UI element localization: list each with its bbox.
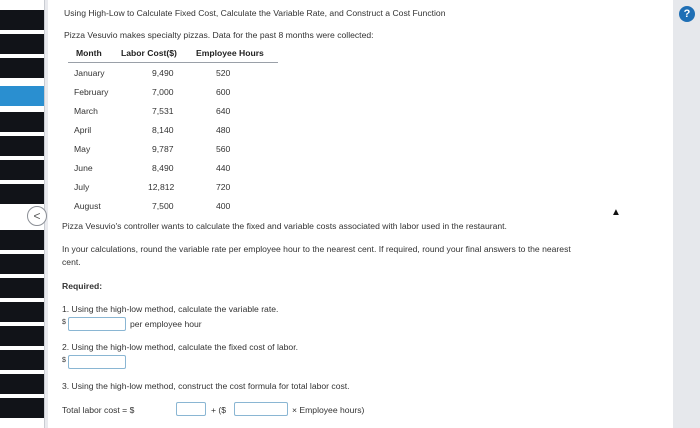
table-cell-hours: 720: [216, 182, 231, 192]
col-header-employee-hours: Employee Hours: [196, 48, 264, 58]
col-header-labor-cost: Labor Cost($): [121, 48, 177, 58]
table-cell-month: May: [74, 144, 91, 154]
total-labor-cost-label: Total labor cost = $: [62, 405, 135, 415]
table-cell-hours: 600: [216, 87, 231, 97]
sidebar-item[interactable]: [0, 230, 44, 250]
sidebar-item[interactable]: [0, 398, 44, 418]
table-cell-month: July: [74, 182, 90, 192]
table-header-rule: [68, 62, 278, 63]
sidebar-item[interactable]: [0, 350, 44, 370]
table-cell-hours: 400: [216, 201, 231, 211]
table-cell-cost: 7,500: [152, 201, 174, 211]
required-heading: Required:: [62, 281, 103, 291]
sidebar-item[interactable]: [0, 160, 44, 180]
table-cell-month: March: [74, 106, 98, 116]
sidebar-item[interactable]: [0, 34, 44, 54]
per-employee-hour-label: per employee hour: [130, 319, 202, 329]
table-cell-month: August: [74, 201, 101, 211]
sidebar-item[interactable]: [0, 112, 44, 132]
table-cell-cost: 8,490: [152, 163, 174, 173]
sidebar-item[interactable]: [0, 374, 44, 394]
rounding-instructions: In your calculations, round the variable rate per employee hour to the nearest cent. If required, round your final answers to the nearest: [62, 244, 571, 254]
help-icon[interactable]: ?: [679, 6, 695, 22]
vertical-scrollbar[interactable]: [673, 0, 700, 428]
fixed-cost-input[interactable]: [68, 355, 126, 369]
formula-variable-rate-input[interactable]: [234, 402, 288, 416]
table-cell-cost: 12,812: [148, 182, 175, 192]
table-cell-hours: 640: [216, 106, 231, 116]
formula-plus-label: + ($: [211, 405, 227, 415]
table-cell-month: January: [74, 68, 105, 78]
table-cell-cost: 9,490: [152, 68, 174, 78]
table-cell-hours: 480: [216, 125, 231, 135]
dollar-sign: $: [62, 357, 66, 364]
sidebar-item[interactable]: [0, 302, 44, 322]
question-3-text: 3. Using the high-low method, construct the cost formula for total labor cost.: [62, 381, 350, 391]
table-cell-month: April: [74, 125, 92, 135]
dollar-sign: $: [62, 319, 66, 326]
variable-rate-input[interactable]: [68, 317, 126, 331]
employee-hours-label: × Employee hours): [292, 405, 365, 415]
question-title: Using High-Low to Calculate Fixed Cost, Calculate the Variable Rate, and Construct a Cost Function: [64, 8, 446, 18]
question-2-text: 2. Using the high-low method, calculate the fixed cost of labor.: [62, 342, 298, 352]
sidebar-item[interactable]: [0, 278, 44, 298]
table-cell-cost: 7,000: [152, 87, 174, 97]
intro-text: Pizza Vesuvio makes specialty pizzas. Data for the past 8 months were collected:: [64, 30, 374, 40]
table-cell-cost: 8,140: [152, 125, 174, 135]
sidebar-item[interactable]: [0, 254, 44, 274]
sidebar-item-active[interactable]: [0, 86, 44, 106]
sidebar-item[interactable]: [0, 136, 44, 156]
sidebar-item[interactable]: [0, 58, 44, 78]
mouse-cursor-icon: ▲: [611, 207, 621, 218]
rounding-instructions-cont: cent.: [62, 257, 81, 267]
col-header-month: Month: [76, 48, 102, 58]
sidebar-item[interactable]: [0, 184, 44, 204]
table-cell-hours: 520: [216, 68, 231, 78]
table-cell-hours: 440: [216, 163, 231, 173]
formula-fixed-cost-input[interactable]: [176, 402, 206, 416]
back-chevron-icon[interactable]: <: [27, 206, 47, 226]
question-1-text: 1. Using the high-low method, calculate the variable rate.: [62, 304, 279, 314]
question-panel: [48, 0, 673, 428]
table-cell-cost: 7,531: [152, 106, 174, 116]
table-cell-hours: 560: [216, 144, 231, 154]
table-cell-month: June: [74, 163, 93, 173]
sidebar-item[interactable]: [0, 10, 44, 30]
controller-paragraph: Pizza Vesuvio's controller wants to calculate the fixed and variable costs associated with labor used in the restaurant.: [62, 221, 507, 231]
table-cell-month: February: [74, 87, 109, 97]
table-cell-cost: 9,787: [152, 144, 174, 154]
sidebar-item[interactable]: [0, 326, 44, 346]
